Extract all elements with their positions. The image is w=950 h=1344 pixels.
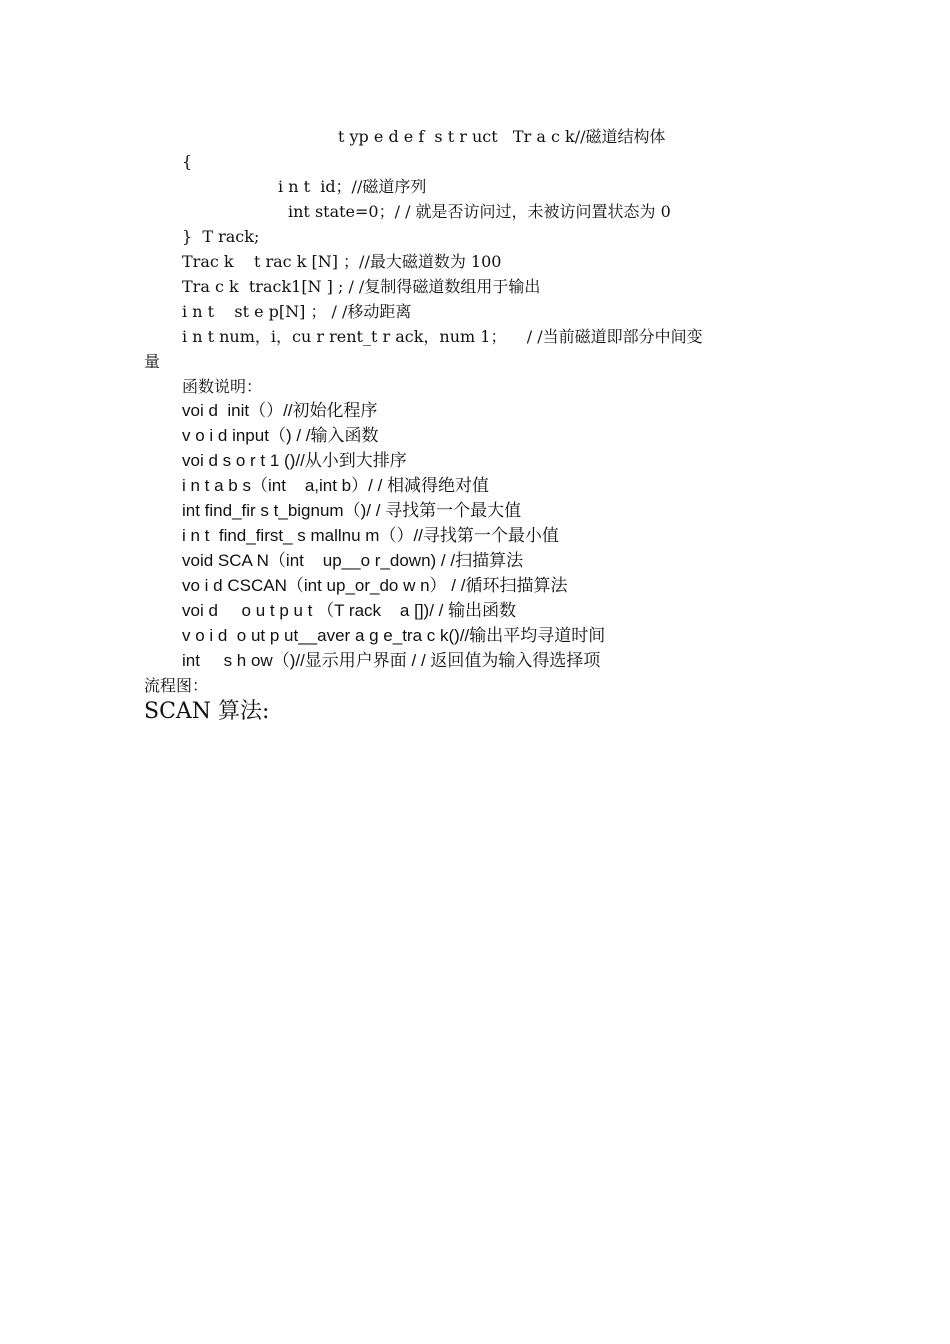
code-line-id: i n t id；//磁道序列 — [278, 177, 427, 196]
flowchart-label: 流程图： — [144, 676, 209, 695]
func-output: voi d o u t p u t （T rack a [])/ / 输出函数 — [182, 601, 517, 620]
function-heading: 函数说明： — [182, 377, 263, 396]
func-scan: void SCA N（int up__o r_down) / /扫描算法 — [182, 551, 524, 570]
code-line-track1-array: Tra c k track1[N ] ; / /复制得磁道数组用于输出 — [182, 277, 541, 296]
func-output-average-track: v o i d o ut p ut__aver a g e_tra c k()//输出平均寻道时间 — [182, 626, 606, 645]
code-line-open-brace: { — [182, 152, 193, 171]
code-line-state: int state=0；/ / 就是否访问过，未被访问置状态为 0 — [288, 202, 671, 221]
func-find-first-bignum: int find_fir s t_bignum（)/ / 寻找第一个最大值 — [182, 501, 522, 520]
func-sort1: voi d s o r t 1 ()//从小到大排序 — [182, 451, 407, 470]
code-line-typedef: t yp e d e f s t r uct Tr a c k//磁道结构体 — [338, 127, 666, 146]
code-line-close-brace: } T rack; — [182, 227, 260, 246]
func-input: v o i d input（) / /输入函数 — [182, 426, 379, 445]
func-init: voi d init（）//初始化程序 — [182, 401, 378, 420]
func-find-first-smallnum: i n t find_first_ s mallnu m（）//寻找第一个最小值 — [182, 526, 559, 545]
code-line-variables: i n t num，i，cu r rent_t r ack，num 1； / /当前磁道即部分中间变 — [182, 327, 703, 346]
func-abs: i n t a b s（int a,int b）/ / 相减得绝对值 — [182, 476, 490, 495]
code-line-wrap: 量 — [144, 352, 161, 371]
code-line-track-array: Trac k t rac k [N] ；//最大磁道数为 100 — [182, 252, 502, 271]
code-line-step-array: i n t st e p[N] ； / /移动距离 — [182, 302, 412, 321]
func-cscan: vo i d CSCAN（int up_or_do w n） / /循环扫描算法 — [182, 576, 568, 595]
scan-algorithm-heading: SCAN 算法: — [144, 699, 270, 724]
func-show: int s h ow（)//显示用户界面 / / 返回值为输入得选择项 — [182, 651, 601, 670]
